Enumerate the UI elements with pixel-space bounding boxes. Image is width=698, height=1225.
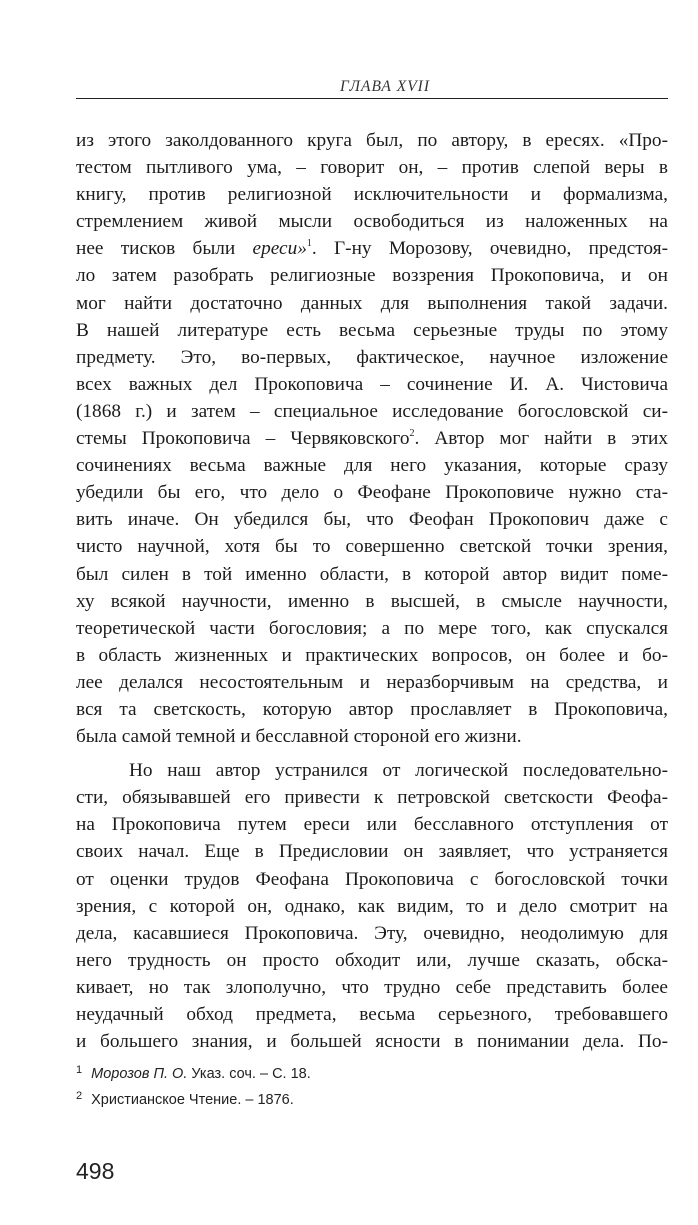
text-line: своих начал. Еще в Предисловии он заявляет, что устраняется: [76, 841, 668, 863]
text-segment: . Г-ну Морозову, очевидно, предстоя-: [311, 238, 668, 260]
text-line: дела, касавшиеся Прокоповича. Эту, очевидно, неодолимую для: [76, 922, 668, 944]
text-line: вся та светскость, которую автор прославляет в Прокоповича,: [76, 698, 668, 720]
text-segment: стемы Прокоповича – Червяковского: [76, 428, 410, 450]
chapter-title: ГЛАВА XVII: [339, 78, 430, 95]
footnote-number: 1: [76, 1064, 83, 1076]
footnote-text: Указ. соч. – С. 18.: [187, 1066, 311, 1082]
italic-term: ереси»: [252, 238, 307, 260]
footnote-author: Морозов П. О.: [91, 1066, 188, 1082]
main-text: [76, 127, 668, 1055]
running-header: [76, 76, 668, 99]
text-line: (1868 г.) и затем – специальное исследование богословской си-: [76, 400, 668, 422]
text-line: сочинениях весьма важные для него указания, которые сразу: [76, 455, 668, 477]
text-line: В нашей литературе есть весьма серьезные труды по этому: [76, 319, 668, 341]
paragraph-gap: [76, 750, 668, 757]
footnote-text: Христианское Чтение. – 1876.: [91, 1092, 294, 1108]
footnote-ref-2[interactable]: 2: [409, 428, 415, 440]
text-line: была самой темной и бесславной стороной его жизни.: [76, 726, 522, 748]
text-line: чисто научной, хотя бы то совершенно светской точки зрения,: [76, 536, 668, 558]
footnotes: [76, 1060, 668, 1112]
text-line: сти, обязывавшей его привести к петровской светскости Феофа-: [76, 787, 668, 809]
text-line: ху всякой научности, именно в высшей, в смысле научности,: [76, 590, 668, 612]
text-line: стремлением живой мысли освободиться из наложенных на: [76, 211, 668, 233]
text-line: Но наш автор устранился от логической последовательно-: [129, 760, 668, 782]
text-segment: нее тисков были: [76, 238, 253, 260]
paragraph-2: [76, 757, 668, 1055]
text-line: предмету. Это, во-первых, фактическое, научное изложение: [76, 346, 668, 368]
text-segment: . Автор мог найти в этих: [414, 428, 668, 450]
text-line: из этого заколдованного круга был, по автору, в ересях. «Про-: [76, 130, 668, 151]
text-line: от оценки трудов Феофана Прокоповича с богословской точки: [76, 868, 668, 890]
text-line: [76, 425, 668, 452]
text-line: в область жизненных и практических вопросов, он более и бо-: [76, 644, 668, 666]
text-line: кивает, но так злополучно, что трудно себе представить более: [76, 976, 668, 998]
text-line: [76, 235, 668, 262]
text-line: тестом пытливого ума, – говорит он, – против слепой веры в: [76, 157, 668, 179]
paragraph-1: [76, 127, 668, 750]
text-line: вить иначе. Он убедился бы, что Феофан Прокопович даже с: [76, 509, 668, 531]
text-line: мог найти достаточно данных для выполнения такой задачи.: [76, 292, 668, 314]
text-line: теоретической части богословия; а по мере того, как спускался: [76, 617, 668, 639]
text-line: ло затем разобрать религиозные воззрения Прокоповича, и он: [76, 265, 668, 287]
text-line: неудачный обход предмета, весьма серьезного, требовавшего: [76, 1004, 668, 1025]
footnote-ref-1[interactable]: 1: [306, 238, 312, 250]
footnote-number: 2: [76, 1090, 83, 1102]
footnote-2: [76, 1086, 668, 1112]
text-line: убедили бы его, что дело о Феофане Прокоповиче нужно ста-: [76, 482, 668, 504]
text-line: был силен в той именно области, в которой автор видит поме-: [76, 563, 668, 585]
footnote-1: [76, 1060, 668, 1086]
text-line: лее делался несостоятельным и неразборчивым на средства, и: [76, 671, 668, 693]
text-line: зрения, с которой он, однако, как видим, то и дело смотрит на: [76, 895, 668, 917]
text-line: всех важных дел Прокоповича – сочинение И. А. Чистовича: [76, 373, 668, 395]
text-line: и большего знания, и большей ясности в понимании дела. По-: [76, 1031, 668, 1053]
text-line: на Прокоповича путем ереси или бесславного отступления от: [76, 814, 668, 836]
page-number: 498: [76, 1158, 115, 1184]
text-line: него трудность он просто обходит или, лучше сказать, обска-: [76, 949, 668, 971]
text-line: книгу, против религиозной исключительности и формализма,: [76, 184, 668, 206]
